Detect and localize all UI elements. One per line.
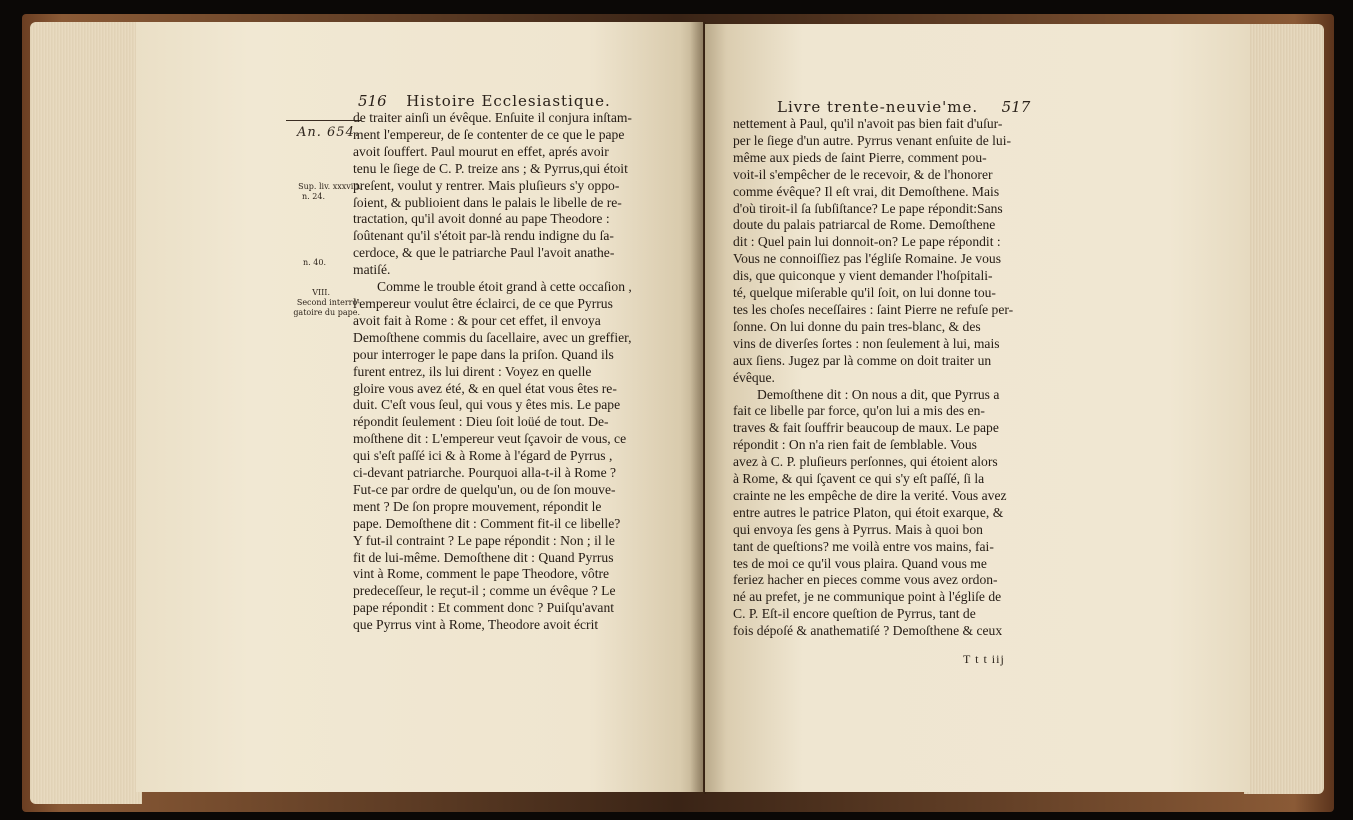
text-line: Y fut-il contraint ? Le pape répondit : Non ; il le bbox=[353, 532, 615, 548]
text-line: de traiter ainſi un évêque. Enſuite il conjura inſtam- bbox=[353, 110, 632, 125]
text-line: né au prefet, je ne communique point à l'égliſe de bbox=[733, 589, 1002, 605]
text-line: tant de queſtions? me voilà entre vos mains, fai- bbox=[733, 538, 994, 554]
text-line: que Pyrrus vint à Rome, Theodore avoit écrit bbox=[353, 617, 599, 633]
text-line: d'où tiroit-il ſa ſubſiſtance? Le pape répondit:Sans bbox=[733, 200, 1003, 216]
text-line: C. P. Eſt-il encore queſtion de Pyrrus, tant de bbox=[733, 606, 976, 622]
text-line: qui s'eſt paſſé ici & à Rome à l'égard de Pyrrus , bbox=[353, 448, 613, 464]
text-line: preſent, voulut y rentrer. Mais pluſieurs s'y oppo- bbox=[353, 177, 620, 193]
right-running-title: Livre trente-neuvie'me. bbox=[777, 98, 979, 116]
text-line: voit-il s'empêcher de le recevoir, & de l'honorer bbox=[733, 166, 993, 182]
text-line: fait ce libelle par force, qu'on lui a mis des en- bbox=[733, 403, 985, 419]
text-line: ci-devant patriarche. Pourquoi alla-t-il à Rome ? bbox=[353, 465, 617, 481]
text-line: avoit fait à Rome : & pour cet effet, il envoya bbox=[353, 312, 601, 328]
text-line: nettement à Paul, qu'il n'avoit pas bien fait d'uſur- bbox=[733, 116, 1003, 131]
text-line: feriez hacher en pieces comme vous avez ordon- bbox=[733, 572, 998, 588]
text-line: qui envoya ſes gens à Pyrrus. Mais à quoi bon bbox=[733, 521, 983, 537]
text-line: tes les choſes neceſſaires : ſaint Pierre ne refuſe per- bbox=[733, 301, 1014, 317]
margin-section-title-a: Second interro- bbox=[296, 298, 360, 307]
page-edges-right bbox=[1244, 24, 1324, 794]
text-line: pape. Demoſthene dit : Comment fit-il ce libelle? bbox=[353, 515, 621, 531]
text-line: évêque. bbox=[733, 369, 775, 385]
text-line: matiſé. bbox=[353, 262, 391, 278]
margin-ref-2: n. 40. bbox=[303, 258, 326, 267]
text-line: Fut-ce par ordre de quelqu'un, ou de ſon mouve- bbox=[353, 481, 616, 497]
text-line: Vous ne connoiſſiez pas l'égliſe Romaine. Je vous bbox=[733, 251, 1001, 267]
text-line: comme évêque? Il eſt vrai, dit Demoſthene. Mais bbox=[733, 183, 1000, 199]
left-page-number: 516 bbox=[358, 92, 387, 110]
margin-section-number: VIII. bbox=[312, 288, 330, 297]
text-line: duit. C'eſt vous ſeul, qui vous y êtes mis. Le pape bbox=[353, 397, 621, 413]
text-line: cerdoce, & que le patriarche Paul l'avoit anathe- bbox=[353, 245, 615, 261]
left-running-head bbox=[358, 92, 611, 110]
text-line: ment ? De ſon propre mouvement, répondit le bbox=[353, 498, 602, 514]
text-line: furent entrez, ils lui dirent : Voyez en quelle bbox=[353, 363, 592, 379]
text-line: dis, que quiconque y vient demander l'hoſpitali- bbox=[733, 268, 993, 284]
text-line: ſoient, & publioient dans le palais le libelle de re- bbox=[353, 194, 622, 210]
text-line: pour interroger le pape dans la priſon. Quand ils bbox=[353, 346, 614, 362]
text-line: avoit ſouffert. Paul mourut en effet, aprés avoir bbox=[353, 143, 609, 159]
text-line: ſonne. On lui donne du pain tres-blanc, & des bbox=[733, 318, 981, 334]
text-line: predeceſſeur, le reçut-il ; comme un évêque ? Le bbox=[353, 583, 616, 599]
text-line: té, quelque miſerable qu'il ſoit, on lui donne tou- bbox=[733, 285, 996, 301]
text-line: moſthene dit : L'empereur veut ſçavoir de vous, ce bbox=[353, 431, 627, 447]
text-line: tes de moi ce qu'il vous plaira. Quand vous me bbox=[733, 555, 987, 571]
text-line: même aux pieds de ſaint Pierre, comment pou- bbox=[733, 149, 987, 165]
text-line: vins de diverſes ſortes : non ſeulement à lui, mais bbox=[733, 335, 1000, 351]
text-line: à Rome, & qui ſçavent ce qui s'y eſt paſſé, ſi la bbox=[733, 471, 985, 487]
text-line: répondit ſeulement : Dieu ſoit loüé de tout. De- bbox=[353, 414, 609, 430]
left-margin-rule bbox=[286, 120, 361, 121]
text-line: répondit : On n'a rien fait de ſemblable. Vous bbox=[733, 437, 977, 453]
text-line: tenu le ſiege de C. P. treize ans ; & Pyrrus,qui étoit bbox=[353, 160, 628, 176]
text-line: avez à C. P. pluſieurs perſonnes, qui étoient alors bbox=[733, 454, 998, 470]
text-line: fois dépoſé & anathematiſé ? Demoſthene & ceux bbox=[733, 623, 1003, 639]
left-page bbox=[136, 22, 703, 792]
text-line: pape répondit : Et comment donc ? Puiſqu'avant bbox=[353, 600, 615, 616]
left-running-title: Histoire Ecclesiastique. bbox=[406, 92, 611, 110]
right-running-head bbox=[777, 98, 1030, 116]
page-edges-left bbox=[30, 22, 142, 804]
text-line: entre autres le patrice Platon, qui étoit exarque, & bbox=[733, 504, 1004, 520]
text-line: doute du palais patriarcal de Rome. Demoſthene bbox=[733, 217, 996, 233]
right-page-number: 517 bbox=[1001, 98, 1031, 116]
right-body-text bbox=[733, 116, 1063, 640]
text-line: gloire vous avez été, & en quel état vous êtes re- bbox=[353, 380, 617, 396]
text-line: Demoſthene commis du ſacellaire, avec un greffier, bbox=[353, 329, 632, 345]
text-line: l'empereur voulut être éclairci, de ce que Pyrrus bbox=[353, 295, 613, 311]
margin-year: An. 654. bbox=[297, 125, 360, 140]
text-line: dit : Quel pain lui donnoit-on? Le pape répondit : bbox=[733, 234, 1001, 250]
text-line: vint à Rome, comment le pape Theodore, vôtre bbox=[353, 566, 610, 582]
left-body-text bbox=[353, 110, 679, 634]
text-line: traves & fait ſouffrir beaucoup de maux. Le pape bbox=[733, 420, 999, 436]
text-line: per le ſiege d'un autre. Pyrrus venant enſuite de lui- bbox=[733, 132, 1012, 148]
right-page bbox=[705, 24, 1250, 792]
text-line: crainte ne les empêche de dire la verité. Vous avez bbox=[733, 487, 1007, 503]
text-line: tractation, qu'il avoit donné au pape Theodore : bbox=[353, 211, 610, 227]
text-line: Comme le trouble étoit grand à cette occaſion , bbox=[377, 279, 632, 295]
margin-section-title-b: gatoire du pape. bbox=[293, 308, 360, 317]
signature-mark: T t t iij bbox=[963, 652, 1005, 666]
margin-ref-1a: Sup. liv. xxxviii. bbox=[298, 182, 361, 191]
text-line: fit de lui-même. Demoſthene dit : Quand Pyrrus bbox=[353, 549, 614, 565]
text-line: aux ſiens. Jugez par là comme on doit traiter un bbox=[733, 352, 992, 368]
text-line: ment l'empereur, de ſe contenter de ce que le pape bbox=[353, 126, 625, 142]
text-line: ſoûtenant qu'il s'étoit par-là rendu indigne du ſa- bbox=[353, 228, 614, 244]
text-line: Demoſthene dit : On nous a dit, que Pyrrus a bbox=[757, 386, 1000, 402]
margin-ref-1b: n. 24. bbox=[302, 192, 325, 201]
